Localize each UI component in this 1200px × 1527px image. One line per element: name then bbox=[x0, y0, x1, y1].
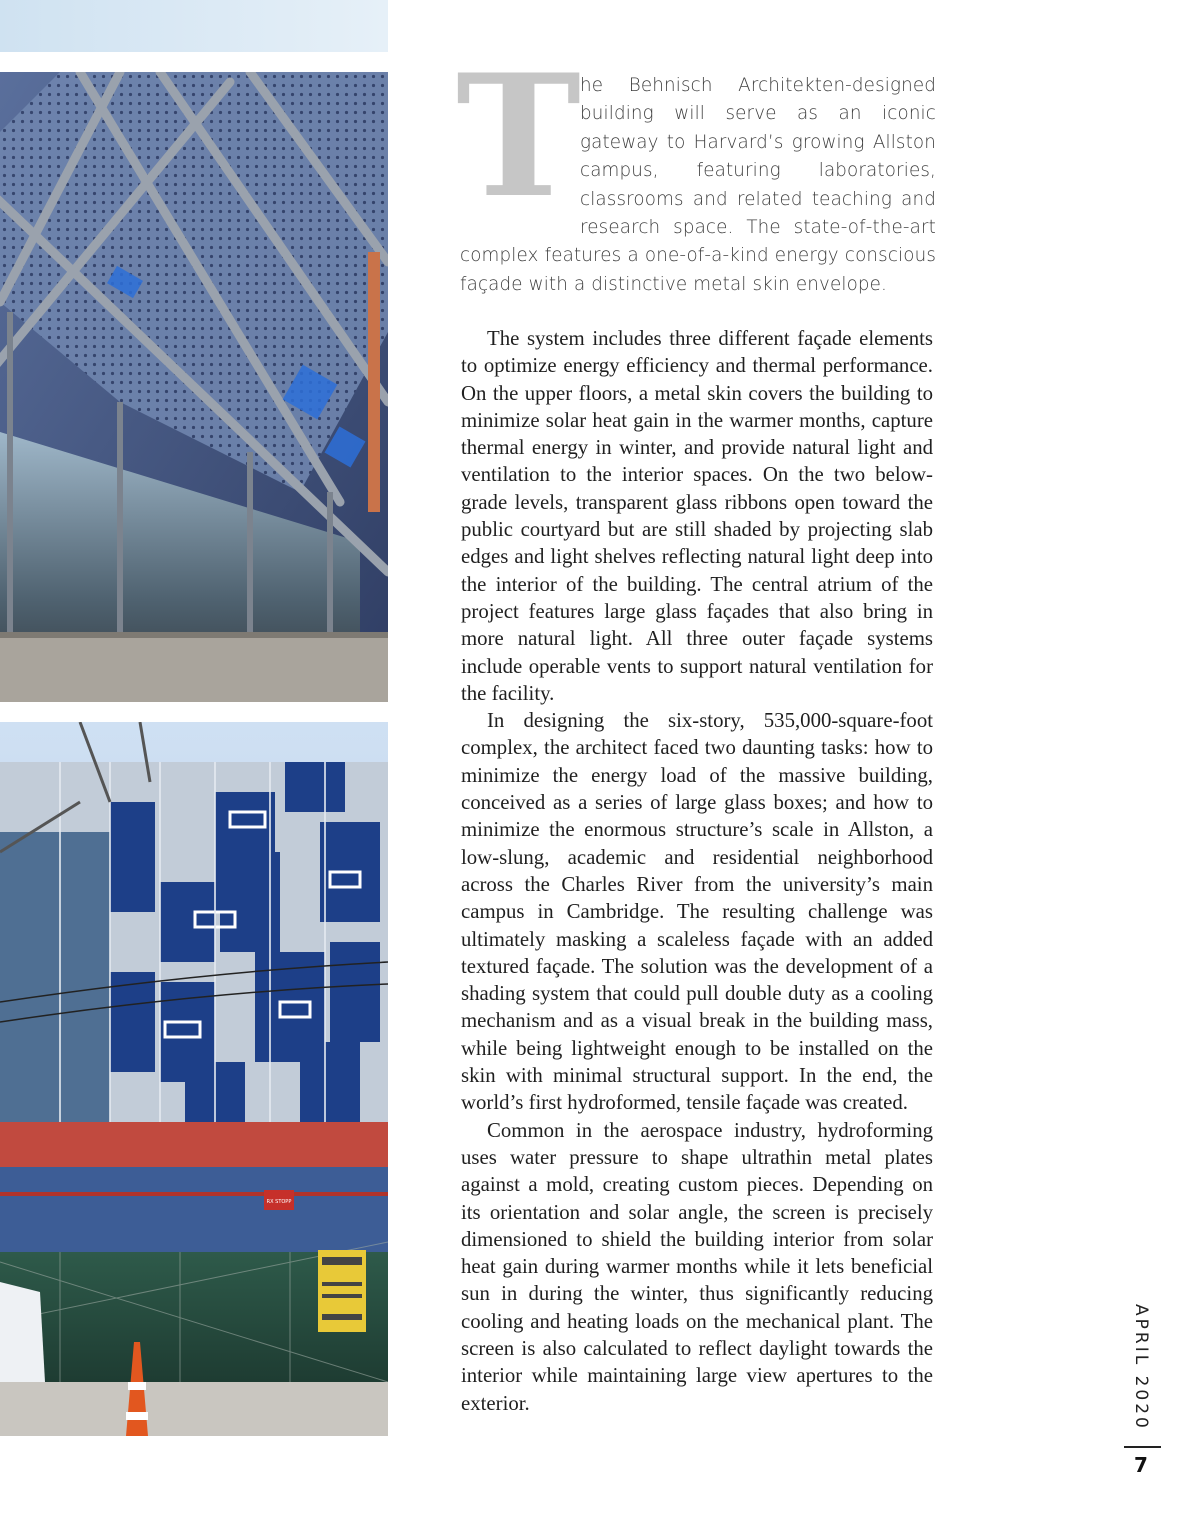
body-paragraph-1: The system includes three different façade elements to optimize energy efficiency and thermal performance. On the upper floors, a metal skin covers the building to minimize solar heat gain in the warmer months, capture thermal energy in winter, and provide natural light and ventilation to the interior spaces. On the two below-grade levels, transparent glass ribbons open toward the public courtyard but are still shaded by projecting slab edges and light shelves reflecting natural light deep into the interior of the building. The central atrium of the project features large glass façades that also bring in more natural light. All three outer façade systems include operable vents to support natural ventilation for the facility. bbox=[461, 327, 933, 705]
body-paragraph-3: Common in the aerospace industry, hydroforming uses water pressure to shape ultrathin metal plates against a mold, creating custom pieces. Depending on its orientation and solar angle, the screen is precisely dimensioned to shield the building interior from solar heat gain during warmer months while it lets beneficial sun in during the winter, thus significantly reducing cooling and heating loads on the mechanical plant. The screen is also calculated to reflect daylight towards the interior while maintaining large view apertures to the exterior. bbox=[461, 1118, 933, 1415]
page-number: 7 bbox=[1134, 1453, 1148, 1477]
intro-text: he Behnisch Architekten-designed building will serve as an iconic gateway to Harvard’s growing Allston campus, featuring laboratories, classrooms and related teaching and research space. The state-of-the-art complex features a one-of-a-kind energy conscious façade with a distinctive metal skin envelope. bbox=[460, 75, 936, 295]
footer-rule bbox=[1124, 1446, 1161, 1448]
body-paragraph-2: In designing the six-story, 535,000-square-foot complex, the architect faced two daunting tasks: how to minimize the energy load of the massive building, conceived as a series of large glass boxes; and how to minimize the enormous structure’s scale in Allston, a low-slung, academic and residential neighborhood across the Charles River from the university’s main campus in Cambridge. The resulting challenge was ultimately masking a scaleless façade with an added textured façade. The solution was the development of a shading system that could pull double duty as a cooling mechanism and as a visual break in the building mass, while being lightweight enough to be installed on the skin with minimal structural support. In the end, the world’s first hydroformed, tensile façade was created. bbox=[461, 709, 933, 1115]
stop-sign-text: RX STOPP bbox=[266, 1199, 292, 1205]
drop-cap-letter: T bbox=[456, 37, 582, 235]
drop-cap bbox=[456, 37, 582, 235]
article-body bbox=[461, 325, 933, 1417]
facade-underside-photo bbox=[0, 72, 388, 702]
intro-paragraph bbox=[456, 37, 936, 299]
header-accent-band bbox=[0, 0, 388, 52]
building-construction-photo bbox=[0, 722, 388, 1436]
issue-month: APRIL 2020 bbox=[1131, 1304, 1151, 1431]
